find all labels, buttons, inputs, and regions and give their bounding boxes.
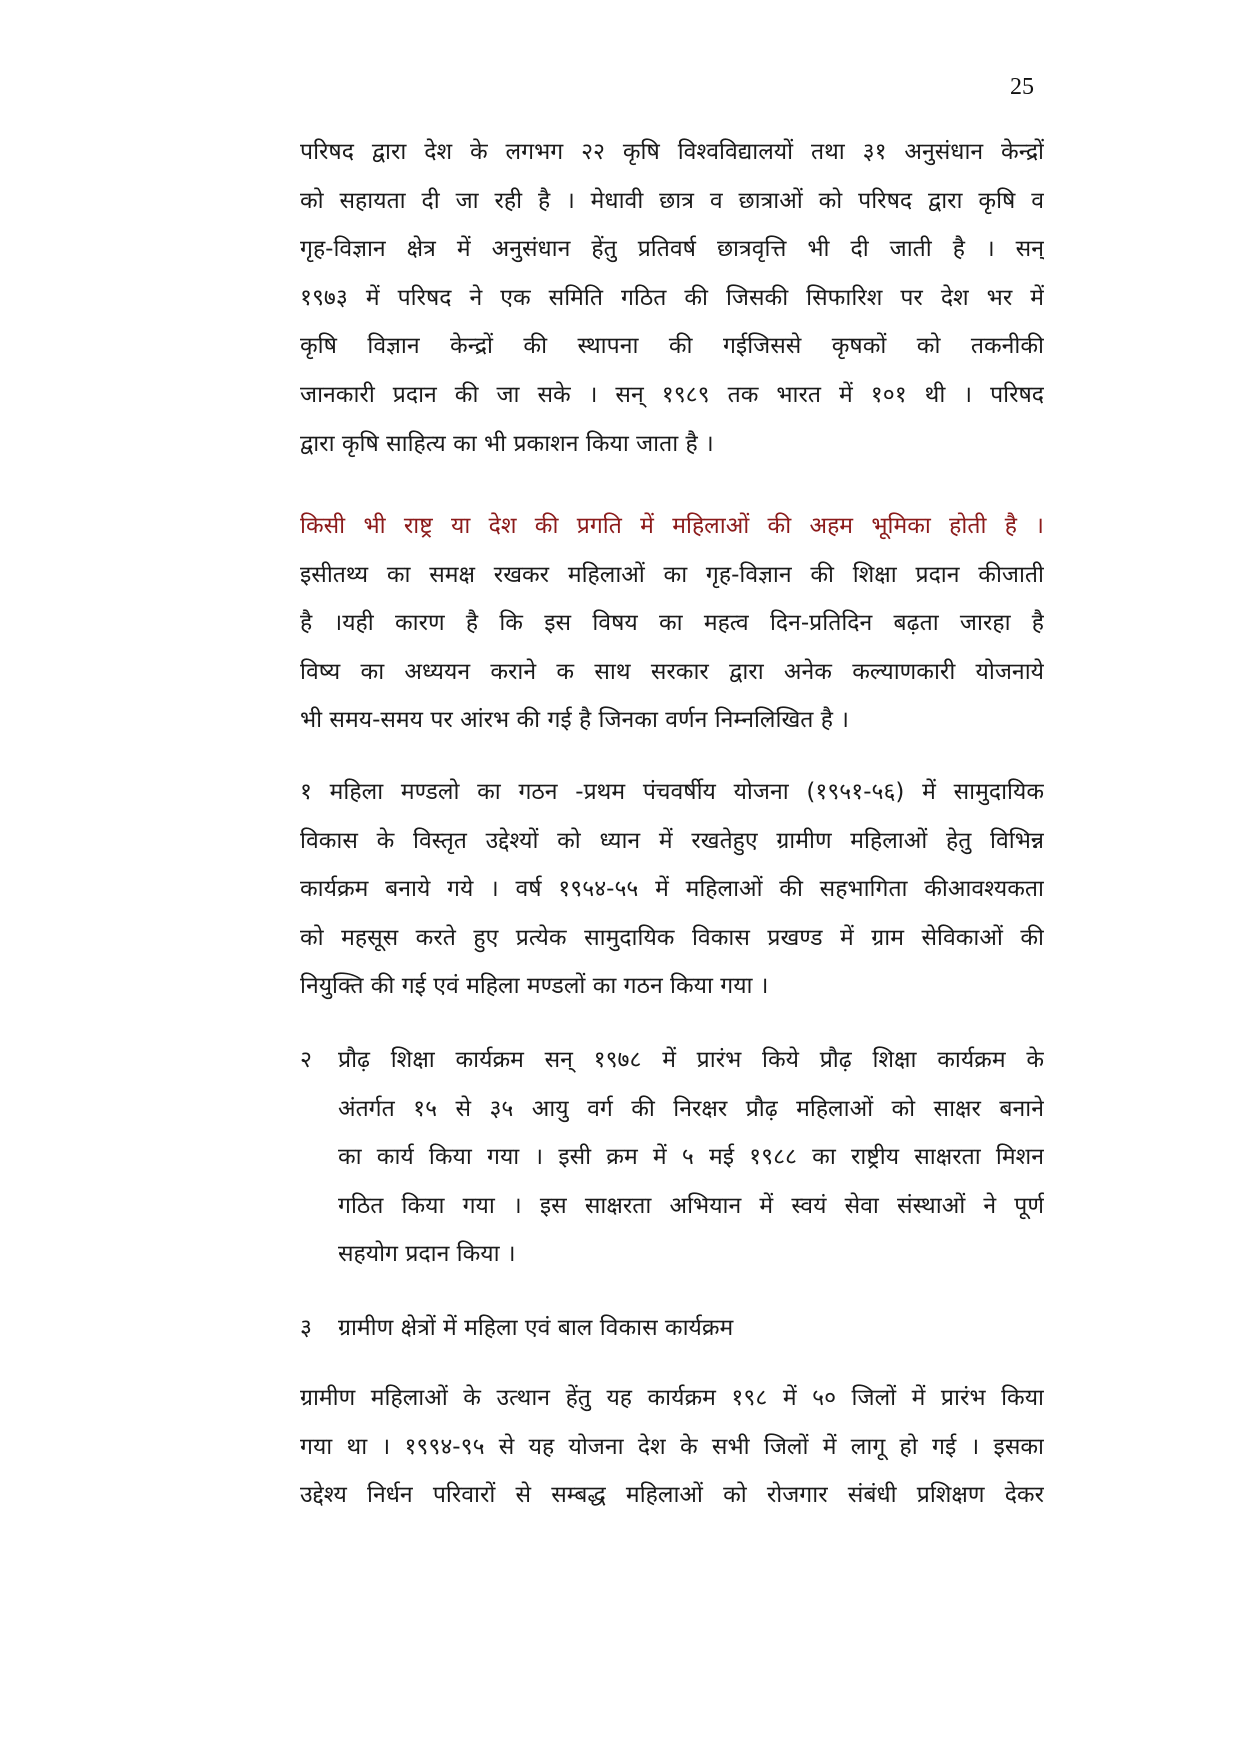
paragraph-line: है ।यही कारण है कि इस विषय का महत्व दिन-प्रतिदिन बढ़ता जारहा है <box>300 610 1044 637</box>
paragraph-line: नियुक्ति की गई एवं महिला मण्डलों का गठन किया गया । <box>300 973 769 1000</box>
paragraph-icar-research <box>300 128 1044 468</box>
section-heading: ग्रामीण क्षेत्रों में महिला एवं बाल विकास कार्यक्रम <box>338 1315 734 1341</box>
paragraph-line: १९७३ में परिषद ने एक समिति गठित की जिसकी सिफारिश पर देश भर में <box>300 284 1044 311</box>
list-item-adult-education <box>300 1036 1044 1286</box>
paragraph-line: जानकारी प्रदान की जा सके । सन् १९८९ तक भारत में १०१ थी । परिषद <box>300 381 1044 408</box>
paragraph-line: को सहायता दी जा रही है । मेधावी छात्र व छात्राओं को परिषद द्वारा कृषि व <box>300 187 1044 214</box>
list-item-number: २ <box>300 1047 312 1073</box>
list-item-body <box>338 1036 1044 1279</box>
paragraph-mahila-mandal <box>300 768 1044 1011</box>
paragraph-line: विष्य का अध्ययन कराने क साथ सरकार द्वारा अनेक कल्याणकारी योजनाये <box>300 658 1044 685</box>
paragraph-line: सहयोग प्रदान किया । <box>338 1241 516 1268</box>
paragraph-line: कृषि विज्ञान केन्द्रों की स्थापना की गईजिससे कृषकों को तकनीकी <box>300 333 1044 360</box>
list-item-rural-women-child-development <box>300 1304 1044 1354</box>
paragraph-line: भी समय-समय पर आंरभ की गई है जिनका वर्णन निम्नलिखित है । <box>300 707 849 734</box>
paragraph-line: गठित किया गया । इस साक्षरता अभियान में स्वयं सेवा संस्थाओं ने पूर्ण <box>338 1192 1044 1219</box>
paragraph-line: गया था । १९९४-९५ से यह योजना देश के सभी जिलों में लागू हो गई । इसका <box>300 1433 1044 1460</box>
list-item-body <box>338 1304 1044 1353</box>
paragraph-line: परिषद द्वारा देश के लगभग २२ कृषि विश्वविद्यालयों तथा ३१ अनुसंधान केन्द्रों <box>300 139 1044 165</box>
paragraph-line: का कार्य किया गया । इसी क्रम में ५ मई १९८८ का राष्ट्रीय साक्षरता मिशन <box>338 1144 1044 1171</box>
paragraph-line-highlighted: किसी भी राष्ट्र या देश की प्रगति में महिलाओं की अहम भूमिका होती है । <box>300 513 1044 539</box>
list-item-number: ३ <box>300 1315 312 1341</box>
paragraph-rural-program <box>300 1374 1044 1520</box>
paragraph-line: १ महिला मण्डलो का गठन -प्रथम पंचवर्षीय योजना (१९५१-५६) में सामुदायिक <box>300 779 1044 805</box>
paragraph-line: उद्देश्य निर्धन परिवारों से सम्बद्ध महिलाओं को रोजगार संबंधी प्रशिक्षण देकर <box>300 1482 1044 1509</box>
paragraph-line: अंतर्गत १५ से ३५ आयु वर्ग की निरक्षर प्रौढ़ महिलाओं को साक्षर बनाने <box>338 1095 1044 1122</box>
paragraph-line: गृह-विज्ञान क्षेत्र में अनुसंधान हेंतु प्रतिवर्ष छात्रवृत्ति भी दी जाती है । सन् <box>300 236 1044 263</box>
paragraph-women-role <box>300 502 1044 745</box>
page-number: 25 <box>1010 74 1034 100</box>
paragraph-line: प्रौढ़ शिक्षा कार्यक्रम सन् १९७८ में प्रारंभ किये प्रौढ़ शिक्षा कार्यक्रम के <box>338 1047 1044 1073</box>
paragraph-line: इसीतथ्य का समक्ष रखकर महिलाओं का गृह-विज्ञान की शिक्षा प्रदान कीजाती <box>300 561 1044 588</box>
paragraph-line: ग्रामीण महिलाओं के उत्थान हेंतु यह कार्यक्रम १९८ में ५० जिलों में प्रारंभ किया <box>300 1385 1044 1411</box>
paragraph-line: को महसूस करते हुए प्रत्येक सामुदायिक विकास प्रखण्ड में ग्राम सेविकाओं की <box>300 924 1044 951</box>
paragraph-line: द्वारा कृषि साहित्य का भी प्रकाशन किया जाता है । <box>300 430 714 457</box>
paragraph-line: कार्यक्रम बनाये गये । वर्ष १९५४-५५ में महिलाओं की सहभागिता कीआवश्यकता <box>300 876 1044 903</box>
paragraph-line: विकास के विस्तृत उद्देश्यों को ध्यान में रखतेहुए ग्रामीण महिलाओं हेतु विभिन्न <box>300 827 1044 854</box>
